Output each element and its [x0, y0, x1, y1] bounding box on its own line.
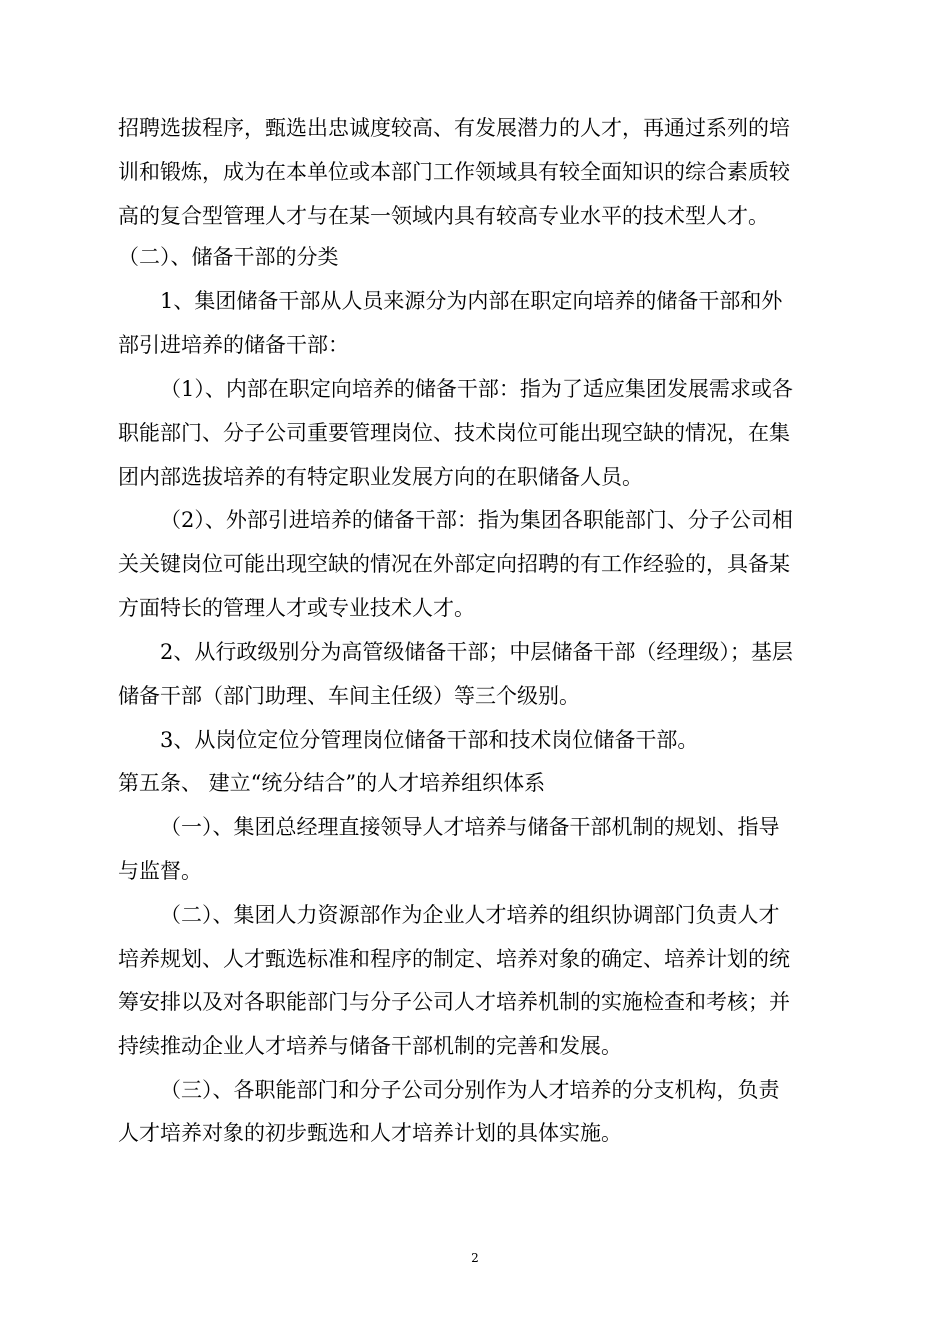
text-line: （1）、内部在职定向培养的储备干部：指为了适应集团发展需求或各	[160, 377, 793, 401]
text-line: （三）、各职能部门和分子公司分别作为人才培养的分支机构，负责	[160, 1078, 780, 1102]
text-line: 关关键岗位可能出现空缺的情况在外部定向招聘的有工作经验的，具备某	[118, 552, 790, 576]
section-heading: （二）、储备干部的分类	[118, 245, 339, 269]
text-line: （一）、集团总经理直接领导人才培养与储备干部机制的规划、指导	[160, 815, 780, 839]
text-line: 人才培养对象的初步甄选和人才培养计划的具体实施。	[118, 1121, 622, 1145]
text-line: （二）、集团人力资源部作为企业人才培养的组织协调部门负责人才	[160, 903, 780, 927]
text-line: 3、从岗位定位分管理岗位储备干部和技术岗位储备干部。	[160, 728, 699, 752]
text-line: 高的复合型管理人才与在某一领域内具有较高专业水平的技术型人才。	[118, 204, 769, 228]
text-line: 与监督。	[118, 859, 202, 883]
text-line: 1、集团储备干部从人员来源分为内部在职定向培养的储备干部和外	[160, 289, 783, 313]
text-line: 持续推动企业人才培养与储备干部机制的完善和发展。	[118, 1034, 622, 1058]
text-line: 培养规划、人才甄选标准和程序的制定、培养对象的确定、培养计划的统	[118, 947, 790, 971]
text-line: （2）、外部引进培养的储备干部：指为集团各职能部门、分子公司相	[160, 508, 793, 532]
article-heading: 第五条、 建立“统分结合”的人才培养组织体系	[118, 771, 546, 795]
text-line: 职能部门、分子公司重要管理岗位、技术岗位可能出现空缺的情况，在集	[118, 421, 790, 445]
text-line: 2、从行政级别分为高管级储备干部；中层储备干部（经理级）；基层	[160, 640, 793, 664]
text-line: 储备干部（部门助理、车间主任级）等三个级别。	[118, 684, 580, 708]
text-line: 招聘选拔程序，甄选出忠诚度较高、有发展潜力的人才，再通过系列的培	[118, 116, 790, 140]
text-line: 团内部选拔培养的有特定职业发展方向的在职储备人员。	[118, 465, 643, 489]
text-line: 部引进培养的储备干部：	[118, 333, 349, 357]
text-line: 方面特长的管理人才或专业技术人才。	[118, 596, 475, 620]
text-line: 筹安排以及对各职能部门与分子公司人才培养机制的实施检查和考核；并	[118, 990, 790, 1014]
page-number: 2	[471, 1251, 479, 1265]
text-line: 训和锻炼，成为在本单位或本部门工作领域具有较全面知识的综合素质较	[118, 160, 790, 184]
